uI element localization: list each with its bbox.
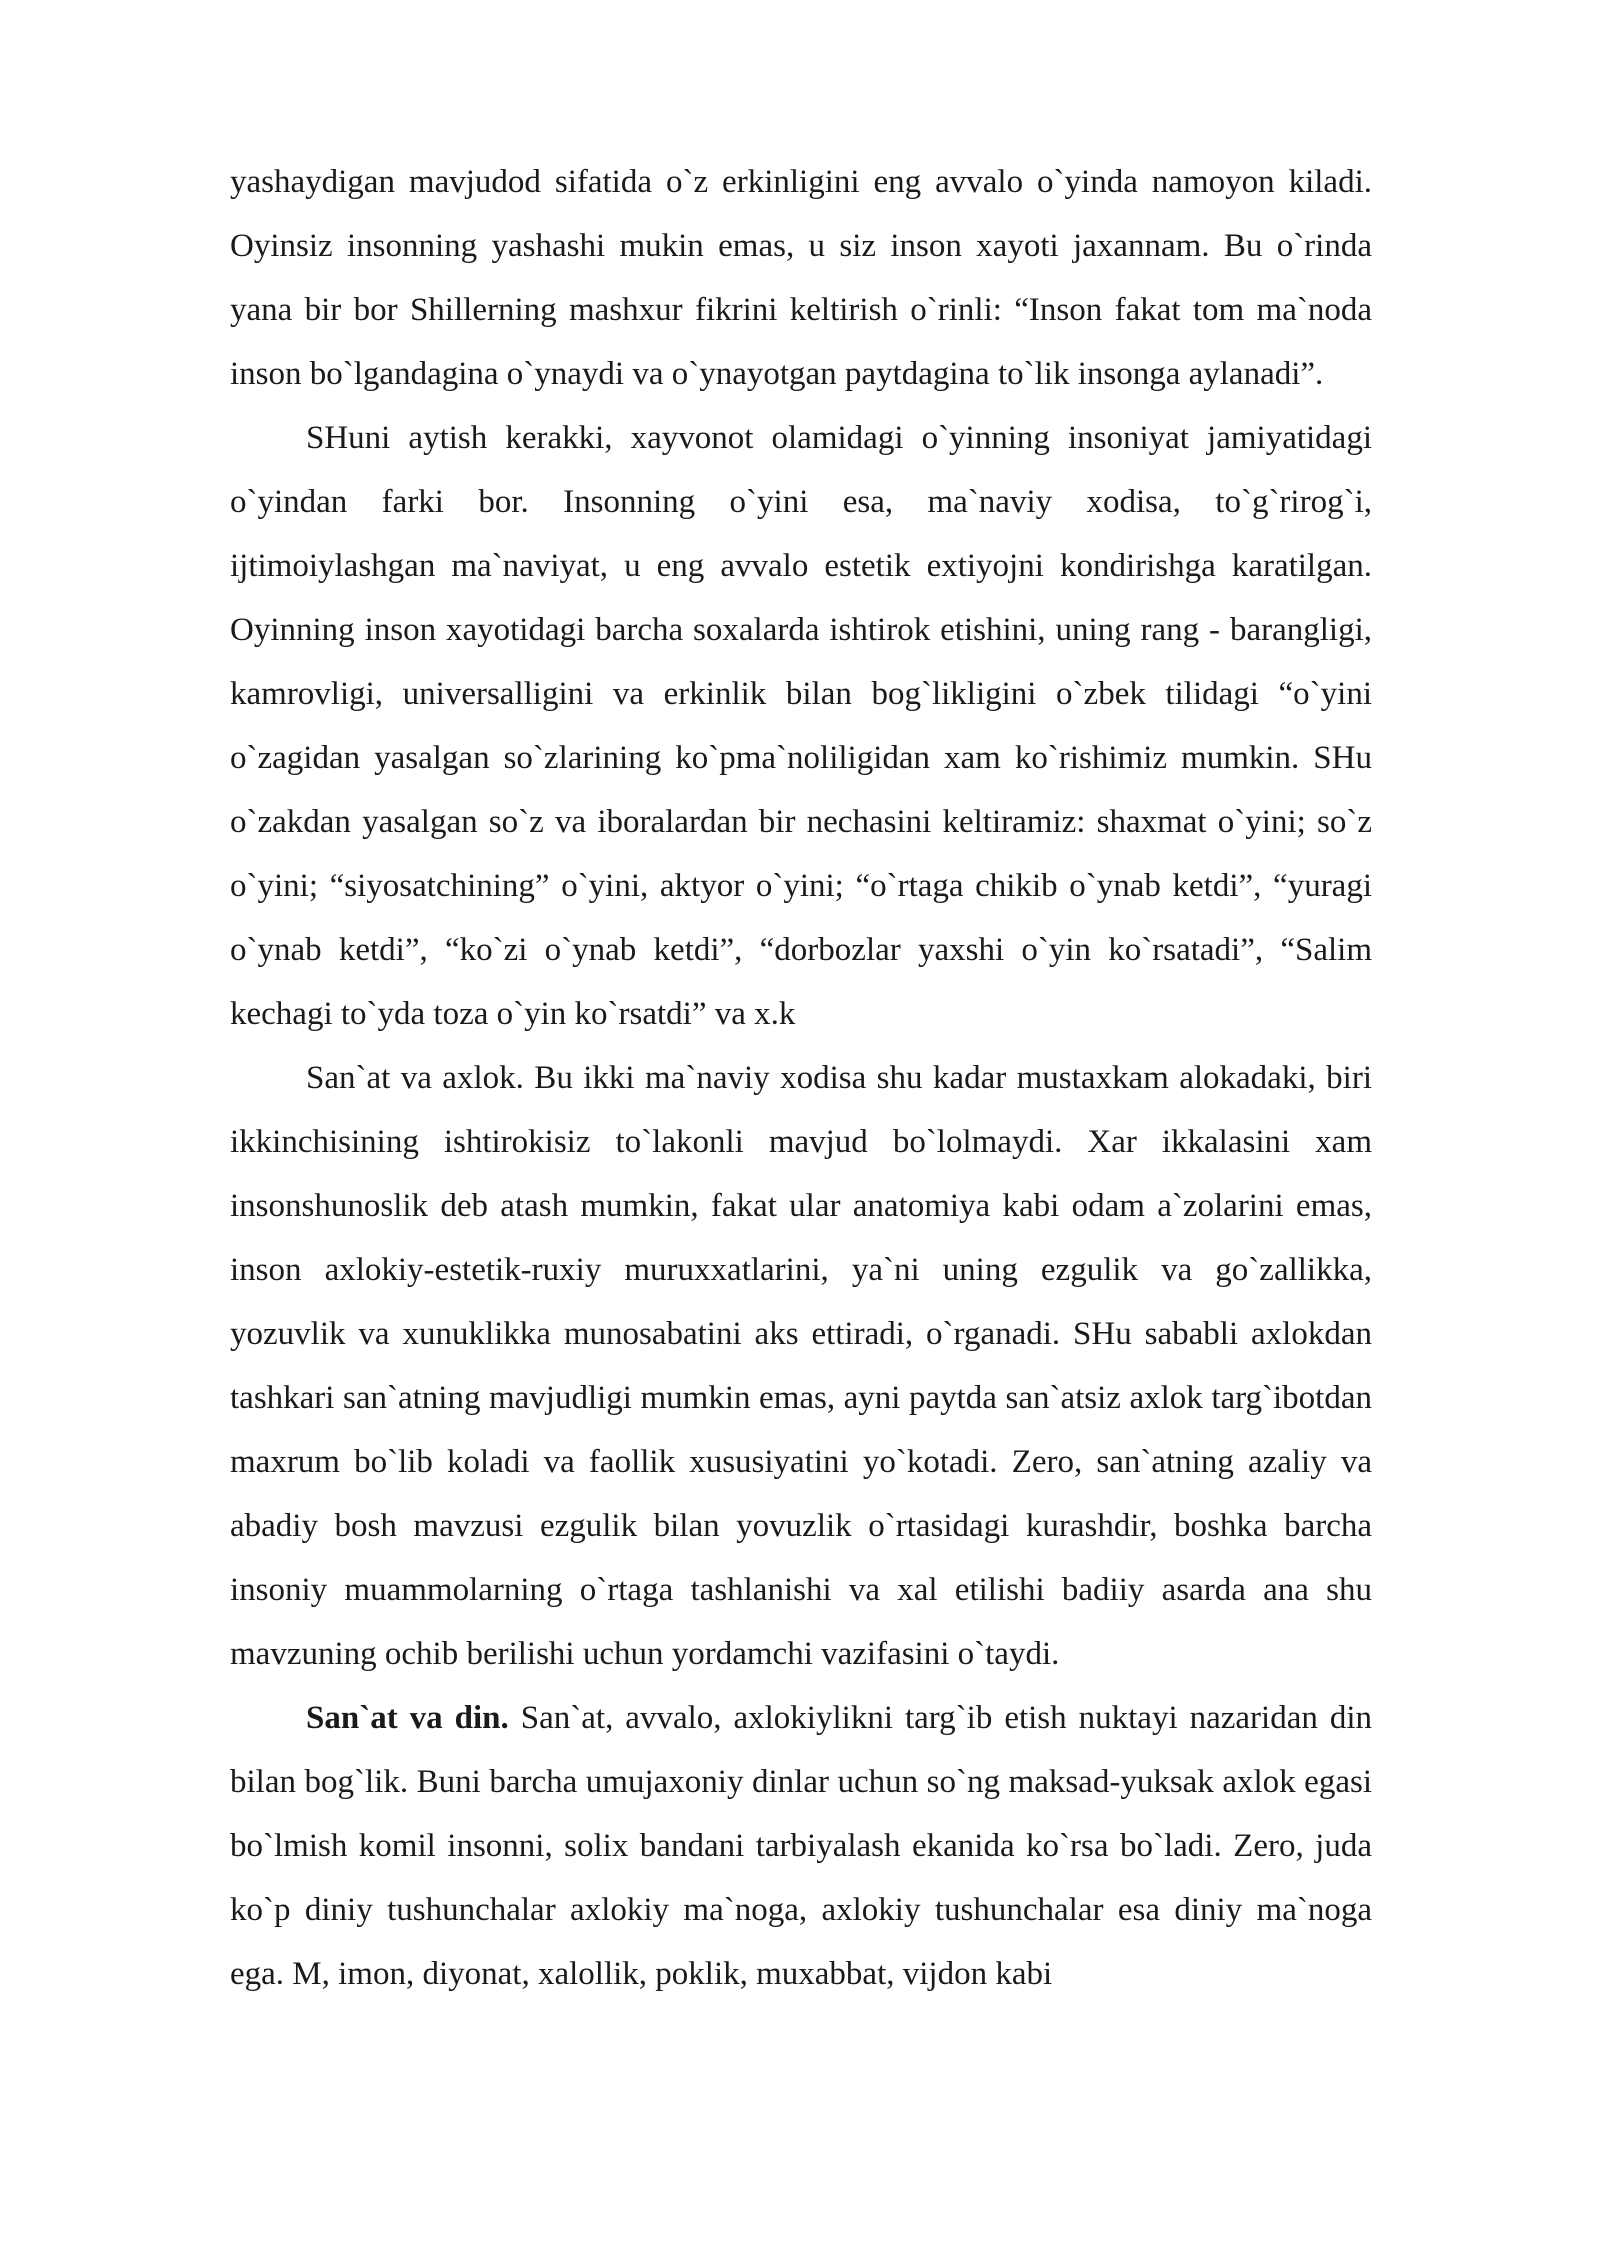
document-page: [230, 150, 1372, 2006]
paragraph-3: San`at va axlok. Bu ikki ma`naviy xodisa shu kadar mustaxkam alokadaki, biri ikkinchisining ishtirokisiz to`lakonli mavjud bo`lolmaydi. Xar ikkalasini xam insonshunoslik deb atash mumkin, fakat ular anatomiya kabi odam a`zolarini emas, inson axlokiy-estetik-ruxiy muruxxatlarini, ya`ni uning ezgulik va go`zallikka, yozuvlik va xunuklikka munosabatini aks ettiradi, o`rganadi. SHu sababli axlokdan tashkari san`atning mavjudligi mumkin emas, ayni paytda san`atsiz axlok targ`ibotdan maxrum bo`lib koladi va faollik xususiyatini yo`kotadi. Zero, san`atning azaliy va abadiy bosh mavzusi ezgulik bilan yovuzlik o`rtasidagi kurashdir, boshka barcha insoniy muammolarning o`rtaga tashlanishi va xal etilishi badiiy asarda ana shu mavzuning ochib berilishi uchun yordamchi vazifasini o`taydi.: [230, 1060, 1372, 1672]
paragraph-4-body: San`at, avvalo, axlokiylikni targ`ib etish nuktayi nazaridan din bilan bog`lik. Buni barcha umujaxoniy dinlar uchun so`ng maksad-yuksak axlok egasi bo`lmish komil insonni, solix bandani tarbiyalash ekanida ko`rsa bo`ladi. Zero, juda ko`p diniy tushunchalar axlokiy ma`noga, axlokiy tushunchalar esa diniy ma`noga ega. M, imon, diyonat, xalollik, poklik, muxabbat, vijdon kabi: [230, 1700, 1372, 1992]
paragraph-1: yashaydigan mavjudod sifatida o`z erkinligini eng avvalo o`yinda namoyon kiladi. Oyinsiz insonning yashashi mukin emas, u siz inson xayoti jaxannam. Bu o`rinda yana bir bor Shillerning mashxur fikrini keltirish o`rinli: “Inson fakat tom ma`noda inson bo`lgandagina o`ynaydi va o`ynayotgan paytdagina to`lik insonga aylanadi”.: [230, 164, 1372, 392]
paragraph-4: [230, 1686, 1372, 2006]
section-heading-inline: San`at va din.: [306, 1700, 509, 1736]
paragraph-2: SHuni aytish kerakki, xayvonot olamidagi o`yinning insoniyat jamiyatidagi o`yindan farki bor. Insonning o`yini esa, ma`naviy xodisa, to`g`rirog`i, ijtimoiylashgan ma`naviyat, u eng avvalo estetik extiyojni kondirishga karatilgan. Oyinning inson xayotidagi barcha soxalarda ishtirok etishini, uning rang - barangligi, kamrovligi, universalligini va erkinlik bilan bog`likligini o`zbek tilidagi “o`yini o`zagidan yasalgan so`zlarining ko`pma`noliligidan xam ko`rishimiz mumkin. SHu o`zakdan yasalgan so`z va iboralardan bir nechasini keltiramiz: shaxmat o`yini; so`z o`yini; “siyosatchining” o`yini, aktyor o`yini; “o`rtaga chikib o`ynab ketdi”, “yuragi o`ynab ketdi”, “ko`zi o`ynab ketdi”, “dorbozlar yaxshi o`yin ko`rsatadi”, “Salim kechagi to`yda toza o`yin ko`rsatdi” va x.k: [230, 420, 1372, 1032]
